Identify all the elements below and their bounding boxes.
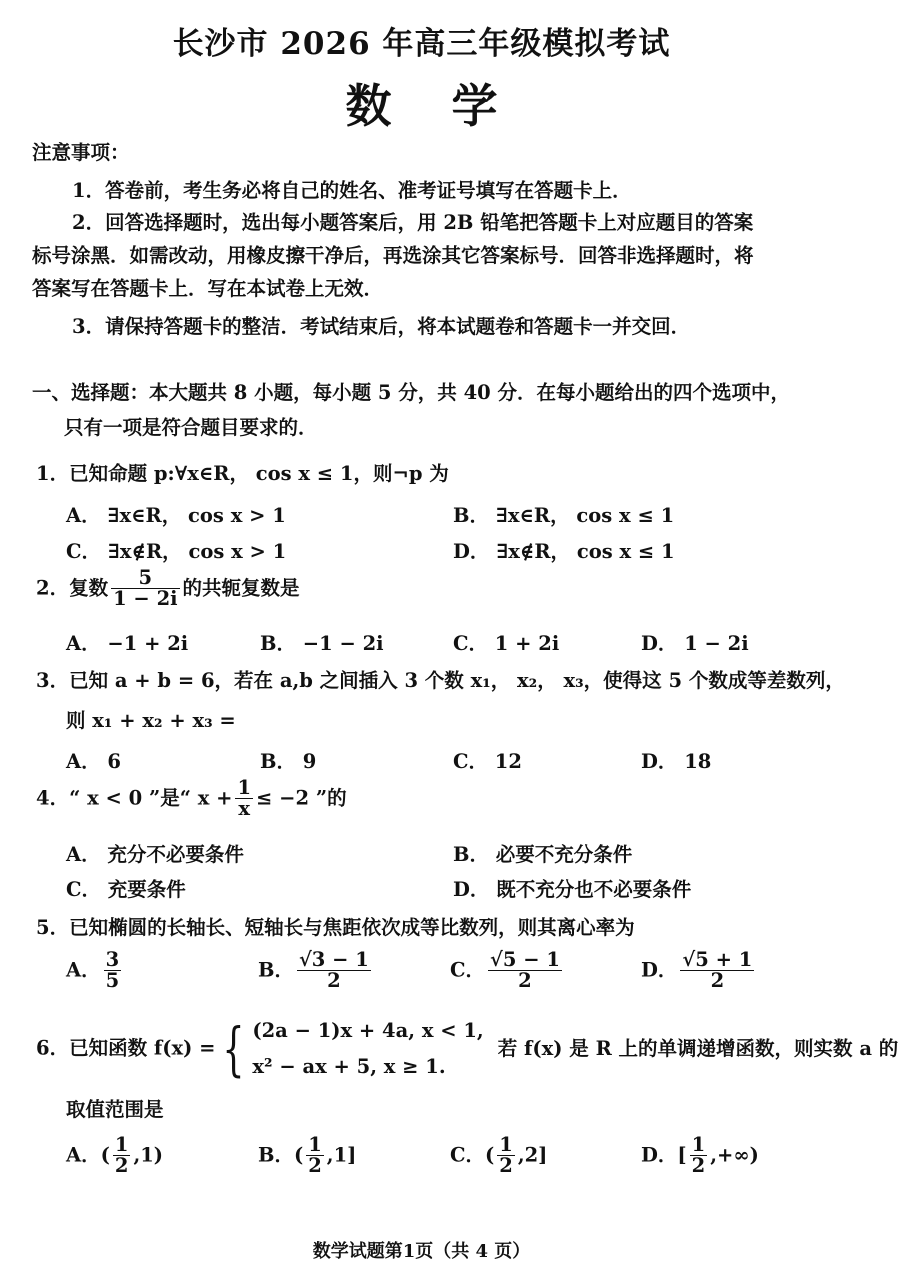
notice-item-1: 1．答卷前，考生务必将自己的姓名、准考证号填写在答题卡上．	[72, 179, 632, 202]
piecewise-cases	[252, 1013, 483, 1085]
numerator: 1	[114, 1133, 129, 1156]
page-footer: 数学试题第1页（共 4 页）	[312, 1241, 531, 1262]
fraction	[690, 1135, 708, 1177]
option-label: B．(	[258, 1143, 304, 1167]
question-3-option-d: D． 18	[641, 750, 712, 773]
question-4-denominator: x	[238, 797, 251, 821]
subject-title: 数学	[345, 79, 558, 133]
option-label: C．	[450, 958, 486, 982]
question-6-prefix: 6．已知函数 f(x) =	[36, 1036, 216, 1060]
denominator: 2	[114, 1154, 129, 1178]
question-6-stem-cont: 取值范围是	[66, 1098, 164, 1121]
denominator: 2	[499, 1154, 513, 1178]
question-3-option-c: C． 12	[453, 750, 522, 773]
question-6-option-d	[641, 1135, 759, 1177]
question-1-option-d: D． ∃x∉R， cos x ≤ 1	[453, 540, 675, 563]
option-label: A．(	[66, 1143, 110, 1167]
question-2-option-b: B． −1 − 2i	[260, 632, 384, 655]
denominator: 2	[308, 1154, 322, 1178]
section-heading: 一、选择题：本大题共 8 小题，每小题 5 分，共 40 分．在每小题给出的四个选项中，	[32, 381, 791, 404]
question-2-stem	[36, 568, 300, 610]
question-6-suffix: 若 f(x) 是 R 上的单调递增函数，则实数 a 的	[497, 1036, 898, 1060]
interval-tail: ,2]	[517, 1143, 548, 1167]
denominator: 2	[327, 969, 341, 993]
notice-item-3: 3．请保持答题卡的整洁．考试结束后，将本试题卷和答题卡一并交回．	[72, 315, 691, 338]
fraction	[680, 950, 754, 992]
fraction	[497, 1135, 515, 1177]
question-4-fraction	[235, 778, 253, 820]
question-2-option-a: A． −1 + 2i	[66, 632, 189, 655]
option-label: D．	[641, 958, 678, 982]
question-5-stem: 5．已知椭圆的长轴长、短轴长与焦距依次成等比数列，则其离心率为	[36, 916, 635, 939]
question-4-stem	[36, 778, 347, 820]
notice-item-2-cont2: 答案写在答题卡上．写在本试卷上无效．	[32, 277, 384, 300]
question-1-stem: 1．已知命题 p:∀x∈R， cos x ≤ 1，则¬p 为	[36, 462, 449, 485]
question-4-option-d: D． 既不充分也不必要条件	[453, 878, 692, 901]
question-3-option-a: A． 6	[66, 750, 121, 773]
denominator: 2	[691, 1154, 706, 1178]
question-6-option-a	[66, 1135, 163, 1177]
option-label: D．[	[641, 1143, 687, 1167]
question-2-prefix: 2．复数	[36, 576, 109, 600]
numerator: √5 − 1	[490, 948, 560, 971]
fraction	[104, 950, 122, 992]
fraction	[113, 1135, 131, 1177]
question-4-suffix: ≤ −2 ”的	[256, 786, 347, 810]
question-1-option-a: A． ∃x∈R， cos x > 1	[66, 504, 286, 527]
question-4-option-b: B． 必要不充分条件	[453, 843, 633, 866]
notice-item-2: 2．回答选择题时，选出每小题答案后，用 2B 铅笔把答题卡上对应题目的答案	[72, 211, 754, 234]
question-4-option-c: C． 充要条件	[66, 878, 186, 901]
case-2: x² − ax + 5, x ≥ 1.	[252, 1055, 446, 1079]
interval-tail: ,+∞)	[710, 1143, 759, 1167]
numerator: 1	[691, 1133, 706, 1156]
question-2-suffix: 的共轭复数是	[182, 576, 300, 600]
numerator: √3 − 1	[298, 948, 369, 971]
section-heading-cont: 只有一项是符合题目要求的．	[64, 416, 318, 439]
notice-heading: 注意事项：	[32, 141, 130, 164]
fraction	[488, 950, 562, 992]
question-6-option-b	[258, 1135, 356, 1177]
case-1: (2a − 1)x + 4a, x < 1,	[252, 1019, 484, 1042]
denominator: 5	[105, 969, 120, 993]
numerator: 3	[105, 948, 120, 971]
numerator: 1	[499, 1133, 513, 1156]
option-label: C．(	[450, 1143, 495, 1167]
question-2-option-c: C． 1 + 2i	[453, 632, 560, 655]
numerator: 1	[308, 1133, 322, 1156]
denominator: 2	[710, 969, 725, 993]
question-3-stem: 3．已知 a + b = 6，若在 a,b 之间插入 3 个数 x₁， x₂， x₃，使得这 5 个数成等差数列，	[36, 669, 845, 692]
notice-item-2-cont: 标号涂黑．如需改动，用橡皮擦干净后，再选涂其它答案标号．回答非选择题时，将	[32, 244, 754, 267]
question-4-option-a: A． 充分不必要条件	[66, 843, 244, 866]
fraction	[297, 950, 371, 992]
question-2-option-d: D． 1 − 2i	[641, 632, 749, 655]
question-2-fraction	[111, 568, 179, 610]
question-5-option-c	[450, 950, 565, 992]
question-4-numerator: 1	[237, 776, 252, 799]
option-label: A．	[66, 958, 101, 982]
question-6-stem	[36, 1013, 898, 1085]
interval-tail: ,1)	[133, 1143, 164, 1167]
question-3-option-b: B． 9	[260, 750, 317, 773]
question-1-option-b: B． ∃x∈R， cos x ≤ 1	[453, 504, 675, 527]
option-label: B．	[258, 958, 294, 982]
interval-tail: ,1]	[326, 1143, 357, 1167]
question-2-numerator: 5	[111, 568, 179, 589]
question-2-denominator: 1 − 2i	[113, 587, 178, 611]
exam-title: 长沙市 2026 年高三年级模拟考试	[172, 26, 671, 62]
question-5-option-b	[258, 950, 374, 992]
numerator: √5 + 1	[682, 948, 753, 971]
question-1-option-c: C． ∃x∉R， cos x > 1	[66, 540, 287, 563]
question-5-option-d	[641, 950, 757, 992]
fraction	[306, 1135, 324, 1177]
left-brace: {	[222, 1015, 245, 1084]
question-6-option-c	[450, 1135, 547, 1177]
question-5-option-a	[66, 950, 124, 992]
question-4-prefix: 4．“ x < 0 ”是“ x +	[36, 786, 233, 810]
denominator: 2	[518, 969, 532, 993]
question-3-stem-cont: 则 x₁ + x₂ + x₃ =	[66, 709, 236, 732]
